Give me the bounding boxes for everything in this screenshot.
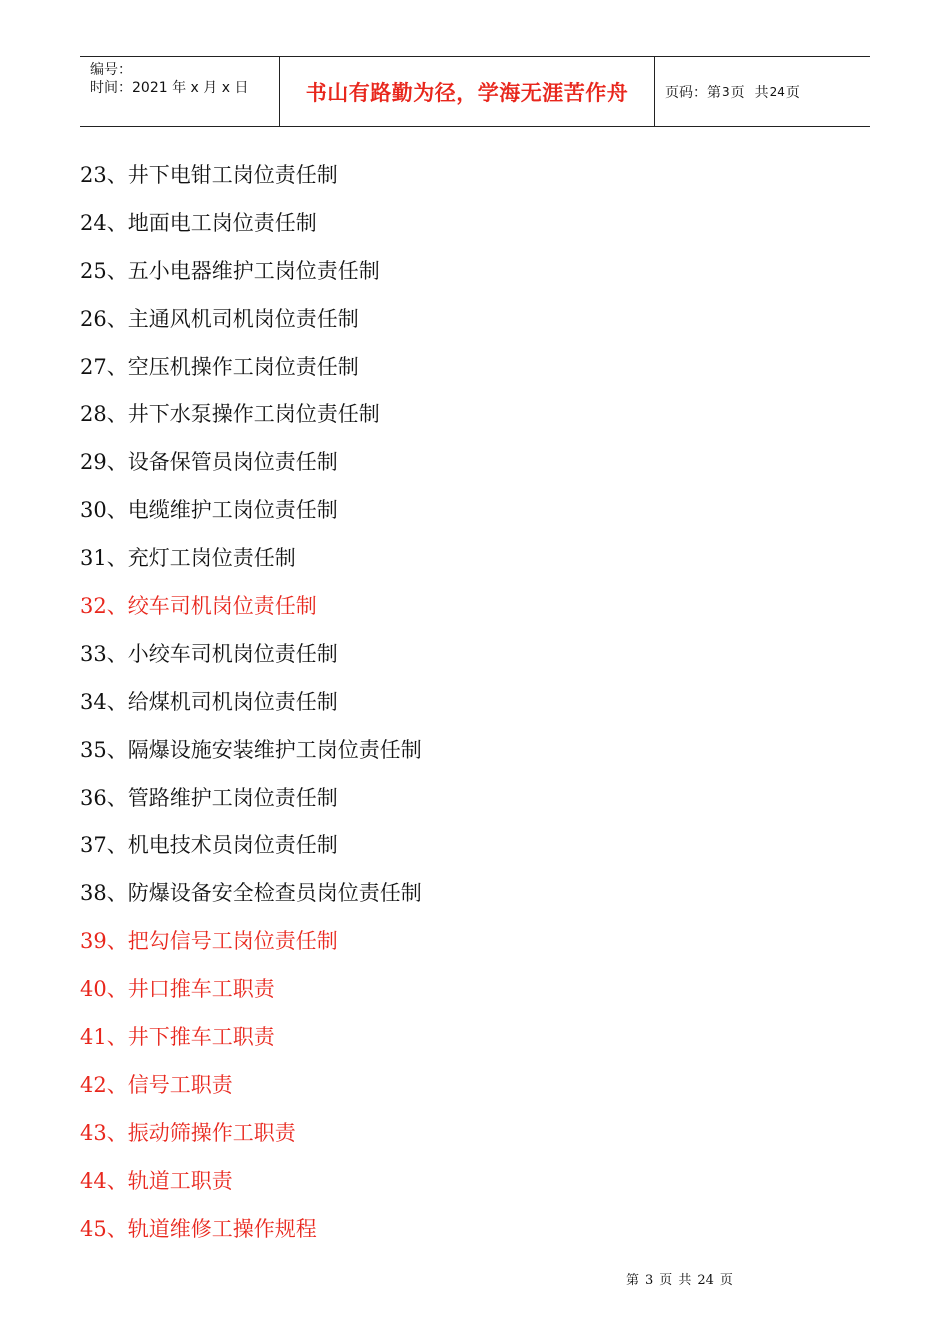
list-item: 37、机电技术员岗位责任制	[80, 833, 338, 858]
document-number-label: 编号：	[90, 62, 132, 78]
page-total: 24	[769, 84, 785, 99]
page-mid: 页	[730, 84, 745, 101]
list-item: 25、五小电器维护工岗位责任制	[80, 258, 380, 283]
list-item: 40、井口推车工职责	[80, 977, 275, 1002]
page-footer	[626, 1269, 739, 1288]
list-item: 35、隔爆设施安装维护工岗位责任制	[80, 737, 422, 762]
list-item: 29、设备保管员岗位责任制	[80, 450, 338, 475]
list-item: 45、轨道维修工操作规程	[80, 1216, 317, 1241]
page-total-prefix: 共	[754, 84, 769, 101]
header-meta	[80, 57, 280, 126]
header-page-info	[655, 57, 870, 126]
list-item: 28、井下水泵操作工岗位责任制	[80, 402, 380, 427]
list-item: 23、井下电钳工岗位责任制	[80, 163, 338, 187]
footer-total: 24	[697, 1273, 714, 1288]
document-time-label: 时间：2021 年 x 月 x 日	[90, 80, 249, 96]
page-current: 3	[722, 84, 730, 99]
list-item: 39、把勾信号工岗位责任制	[80, 929, 338, 954]
footer-total-prefix: 共	[678, 1273, 692, 1288]
list-item: 43、振动筛操作工职责	[80, 1120, 296, 1145]
footer-mid: 页	[659, 1273, 673, 1288]
list-item: 34、给煤机司机岗位责任制	[80, 689, 338, 714]
list-item: 44、轨道工职责	[80, 1168, 233, 1193]
list-item: 30、电缆维护工岗位责任制	[80, 498, 338, 523]
list-item: 42、信号工职责	[80, 1072, 233, 1097]
footer-current: 3	[645, 1273, 654, 1288]
list-item: 33、小绞车司机岗位责任制	[80, 641, 338, 666]
responsibility-list	[80, 152, 422, 1253]
list-item: 36、管路维护工岗位责任制	[80, 785, 338, 810]
page-header	[80, 56, 870, 127]
page-suffix: 页	[785, 84, 800, 101]
list-item: 41、井下推车工职责	[80, 1025, 275, 1050]
footer-suffix: 页	[719, 1273, 733, 1288]
list-item: 24、地面电工岗位责任制	[80, 210, 317, 235]
list-item: 38、防爆设备安全检查员岗位责任制	[80, 881, 422, 906]
list-item: 32、绞车司机岗位责任制	[80, 594, 317, 619]
header-motto: 书山有路勤为径，学海无涯苦作舟	[280, 57, 655, 126]
list-item: 27、空压机操作工岗位责任制	[80, 354, 359, 379]
list-item: 26、主通风机司机岗位责任制	[80, 306, 359, 331]
footer-prefix: 第	[626, 1273, 640, 1288]
page-prefix: 页码：第	[665, 84, 721, 101]
list-item: 31、充灯工岗位责任制	[80, 546, 296, 571]
